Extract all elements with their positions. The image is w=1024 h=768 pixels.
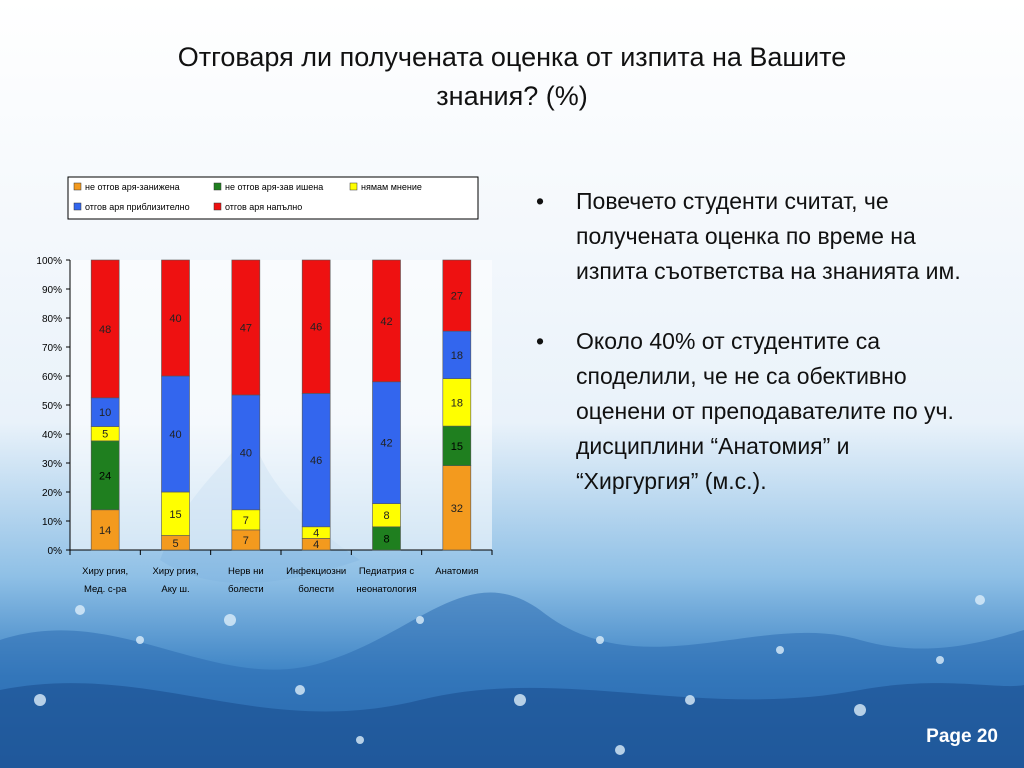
- legend-label: отгов аря напълно: [225, 202, 303, 212]
- data-label: 46: [310, 455, 323, 468]
- slide-title-line-2: знания? (%): [436, 81, 588, 111]
- data-label: 10: [99, 407, 112, 420]
- x-tick-label: Педиатрия с: [358, 566, 415, 577]
- data-label: 4: [313, 527, 320, 540]
- x-tick-label: Нерв ни: [227, 566, 264, 577]
- page-number: Page 20: [926, 726, 998, 747]
- y-tick-label: 0%: [47, 546, 62, 557]
- legend-label: не отгов аря-занижена: [85, 182, 180, 192]
- legend-swatch: [214, 203, 221, 210]
- data-label: 8: [383, 533, 390, 546]
- legend-label: нямам мнение: [361, 182, 422, 192]
- data-label: 4: [313, 539, 320, 552]
- data-label: 48: [99, 323, 112, 336]
- y-tick-label: 80%: [41, 314, 62, 325]
- legend-swatch: [74, 203, 81, 210]
- plot-area: [70, 260, 492, 550]
- bullet-list: [536, 184, 976, 534]
- data-label: 27: [450, 290, 463, 303]
- x-tick-label: Хиру ргия,: [82, 566, 129, 577]
- data-label: 47: [239, 322, 252, 335]
- y-tick-label: 30%: [41, 459, 62, 470]
- legend-swatch: [214, 183, 221, 190]
- data-label: 46: [310, 321, 323, 334]
- legend-swatch: [350, 183, 357, 190]
- bullet-text: Повечето студенти считат, че получената оценка по време на изпита съответства на знанията им.: [576, 188, 961, 284]
- data-label: 18: [450, 349, 463, 362]
- bullet-text: Около 40% от студентите са споделили, че не са обективно оценени от преподавателите по уч. дисциплини “Анатомия” и “Хиргургия” (м.с.).: [576, 328, 954, 494]
- y-tick-label: 70%: [41, 343, 62, 354]
- bullet-item: [536, 184, 976, 289]
- y-tick-label: 20%: [41, 488, 62, 499]
- x-tick-label: Анатомия: [435, 566, 479, 577]
- x-tick-label: Аку ш.: [161, 584, 190, 595]
- y-tick-label: 100%: [36, 256, 62, 267]
- x-tick-label: Инфекциозни: [286, 566, 347, 577]
- data-label: 7: [242, 514, 249, 527]
- x-tick-label: Мед. с-ра: [83, 584, 127, 595]
- data-label: 40: [169, 429, 182, 441]
- y-tick-label: 40%: [41, 430, 62, 441]
- data-label: 32: [450, 502, 463, 515]
- y-tick-label: 10%: [41, 517, 62, 528]
- data-label: 5: [102, 428, 109, 441]
- legend-swatch: [74, 183, 81, 190]
- x-tick-label: болести: [227, 584, 264, 595]
- bullet-marker: •: [536, 328, 545, 354]
- data-label: 42: [380, 437, 393, 450]
- bullet-item: [536, 324, 976, 499]
- bullet-marker: •: [536, 188, 545, 214]
- x-tick-label: неонатология: [356, 584, 417, 595]
- data-label: 5: [172, 537, 179, 550]
- data-label: 40: [169, 313, 182, 325]
- legend-label: отгов аря приблизително: [85, 202, 190, 212]
- data-label: 15: [450, 440, 463, 453]
- data-label: 40: [239, 447, 252, 460]
- y-tick-label: 50%: [41, 401, 62, 412]
- x-tick-label: Хиру ргия,: [152, 566, 199, 577]
- data-label: 18: [450, 397, 463, 410]
- data-label: 24: [99, 470, 112, 483]
- data-label: 14: [99, 524, 112, 537]
- slide-title-line-1: Отговаря ли получената оценка от изпита на Вашите: [177, 42, 847, 72]
- y-tick-label: 60%: [41, 372, 62, 383]
- data-label: 8: [383, 510, 390, 523]
- legend-label: не отгов аря-зав ишена: [225, 182, 324, 192]
- y-tick-label: 90%: [41, 285, 62, 296]
- data-label: 42: [380, 315, 393, 328]
- data-label: 7: [242, 534, 249, 547]
- data-label: 15: [169, 508, 182, 521]
- x-tick-label: болести: [298, 584, 335, 595]
